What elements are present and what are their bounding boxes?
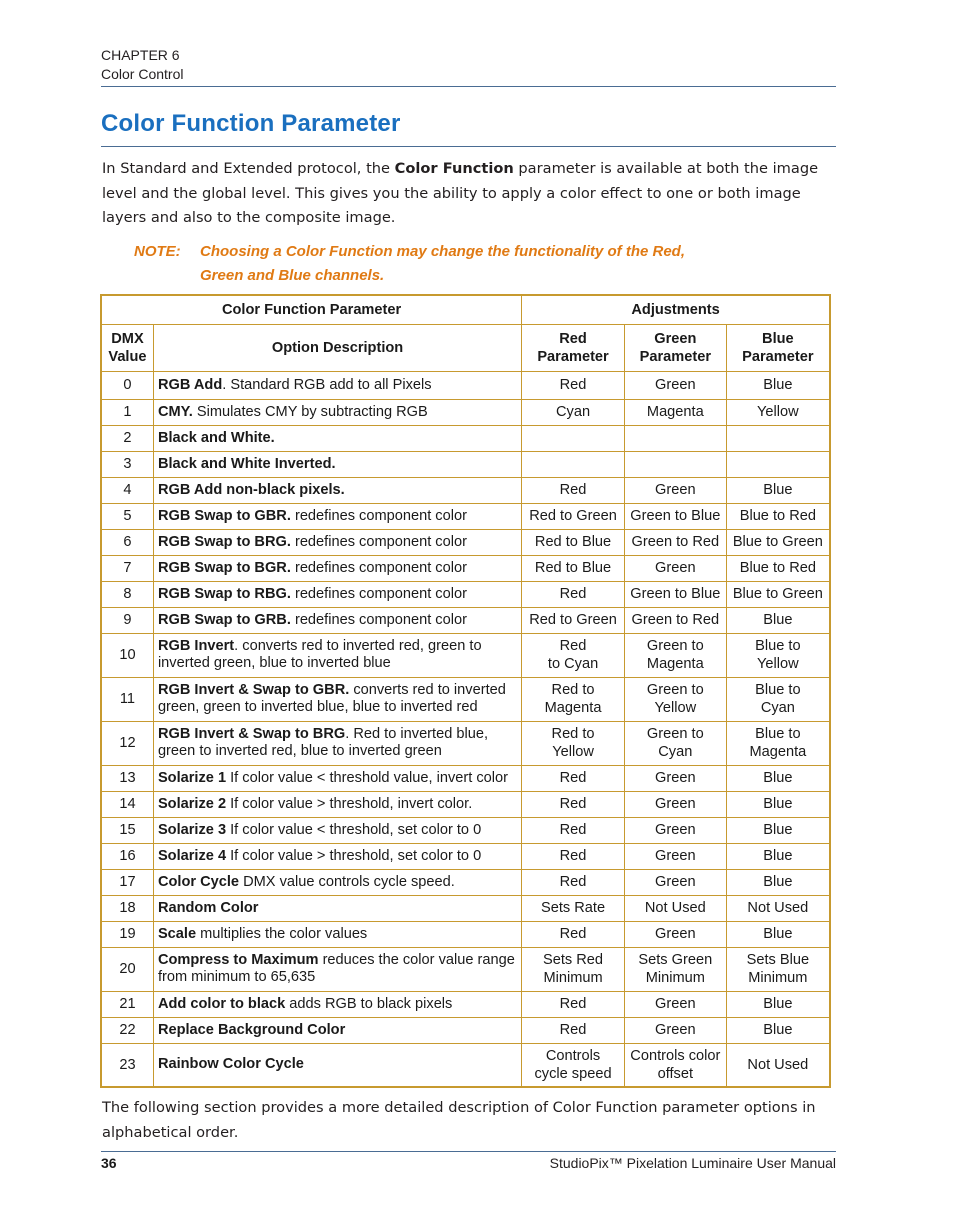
section-label: Color Control xyxy=(101,66,184,82)
blue-parameter-cell: Blue xyxy=(726,607,830,633)
option-detail: multiplies the color values xyxy=(196,925,368,942)
blue-parameter-cell: Yellow xyxy=(726,399,830,425)
option-description-cell xyxy=(153,399,521,425)
table-row xyxy=(101,1017,830,1043)
option-description-cell xyxy=(153,843,521,869)
table-row xyxy=(101,503,830,529)
option-description-cell xyxy=(153,633,521,677)
green-parameter-cell: Green to Cyan xyxy=(624,721,726,765)
header-adjustments: Adjustments xyxy=(522,295,830,324)
dmx-value-cell: 20 xyxy=(101,947,153,991)
blue-parameter-cell: Blue to Red xyxy=(726,555,830,581)
red-parameter-cell: Red xyxy=(522,581,625,607)
blue-parameter-cell: Not Used xyxy=(726,895,830,921)
dmx-value-cell: 15 xyxy=(101,817,153,843)
col-red-parameter: Red Parameter xyxy=(522,324,625,371)
dmx-value-cell: 22 xyxy=(101,1017,153,1043)
blue-parameter-cell: Not Used xyxy=(726,1043,830,1087)
option-description-cell xyxy=(153,677,521,721)
option-description-cell xyxy=(153,607,521,633)
option-detail: Simulates CMY by subtracting RGB xyxy=(192,403,428,420)
option-description-cell xyxy=(153,791,521,817)
option-description-cell xyxy=(153,765,521,791)
green-parameter-cell: Green xyxy=(624,1017,726,1043)
option-description-cell xyxy=(153,721,521,765)
dmx-value-cell: 19 xyxy=(101,921,153,947)
option-detail: redefines component color xyxy=(290,507,467,524)
dmx-value-cell: 14 xyxy=(101,791,153,817)
option-description-cell xyxy=(153,991,521,1017)
option-description-cell xyxy=(153,581,521,607)
red-parameter-cell: Red xyxy=(522,817,625,843)
option-detail: DMX value controls cycle speed. xyxy=(239,873,455,890)
option-detail: . converts red to inverted red, green to inverted green, blue to inverted blue xyxy=(157,638,482,671)
manual-title: StudioPix™ Pixelation Luminaire User Manual xyxy=(549,1155,836,1171)
green-parameter-cell: Green xyxy=(624,817,726,843)
blue-parameter-cell: Blue xyxy=(726,921,830,947)
intro-paragraph xyxy=(102,157,837,231)
option-name: Solarize 2 xyxy=(157,795,227,812)
option-description-cell xyxy=(153,921,521,947)
color-function-table xyxy=(100,294,831,1088)
blue-parameter-cell: Blue xyxy=(726,765,830,791)
green-parameter-cell: Green to Yellow xyxy=(624,677,726,721)
col-blue-parameter: Blue Parameter xyxy=(726,324,830,371)
option-name: Color Cycle xyxy=(157,873,240,890)
title-divider xyxy=(101,146,836,147)
table-row xyxy=(101,991,830,1017)
option-detail: If color value < threshold value, invert color xyxy=(226,769,508,786)
green-parameter-cell: Controls color offset xyxy=(624,1043,726,1087)
dmx-value-cell: 13 xyxy=(101,765,153,791)
red-parameter-cell xyxy=(522,451,625,477)
chapter-label: CHAPTER 6 xyxy=(101,47,180,63)
table-row xyxy=(101,581,830,607)
table-row xyxy=(101,371,830,399)
blue-parameter-cell: Blue xyxy=(726,843,830,869)
blue-parameter-cell xyxy=(726,451,830,477)
red-parameter-cell: Red to Magenta xyxy=(522,677,625,721)
dmx-value-cell: 8 xyxy=(101,581,153,607)
option-description-cell xyxy=(153,371,521,399)
red-parameter-cell: Red xyxy=(522,765,625,791)
option-name: RGB Swap to BGR. xyxy=(157,559,291,576)
option-name: Solarize 4 xyxy=(157,847,227,864)
blue-parameter-cell xyxy=(726,425,830,451)
option-description-cell xyxy=(153,555,521,581)
dmx-value-cell: 7 xyxy=(101,555,153,581)
header-color-function-parameter: Color Function Parameter xyxy=(101,295,522,324)
option-description-cell xyxy=(153,529,521,555)
green-parameter-cell: Green xyxy=(624,869,726,895)
table-row xyxy=(101,921,830,947)
option-name: Random Color xyxy=(157,899,259,916)
dmx-value-cell: 2 xyxy=(101,425,153,451)
option-detail: If color value > threshold, set color to 0 xyxy=(226,847,482,864)
green-parameter-cell: Green xyxy=(624,371,726,399)
blue-parameter-cell: Blue xyxy=(726,371,830,399)
table-row xyxy=(101,477,830,503)
table-row xyxy=(101,555,830,581)
table-row xyxy=(101,529,830,555)
col-option-description: Option Description xyxy=(153,324,521,371)
option-name: Solarize 3 xyxy=(157,821,227,838)
green-parameter-cell: Green xyxy=(624,765,726,791)
table-row xyxy=(101,791,830,817)
blue-parameter-cell: Blue to Cyan xyxy=(726,677,830,721)
dmx-value-cell: 6 xyxy=(101,529,153,555)
intro-bold-term: Color Function xyxy=(394,160,514,177)
red-parameter-cell: Sets Red Minimum xyxy=(522,947,625,991)
green-parameter-cell: Sets Green Minimum xyxy=(624,947,726,991)
blue-parameter-cell: Blue to Green xyxy=(726,529,830,555)
intro-text-end: parameter is available at both the image level and the global level. This gives you the ability to apply a color effect to one or both image layers and also to the composite image. xyxy=(102,160,819,226)
option-name: Rainbow Color Cycle xyxy=(157,1056,304,1073)
blue-parameter-cell: Blue to Red xyxy=(726,503,830,529)
dmx-value-cell: 12 xyxy=(101,721,153,765)
option-detail: redefines component color xyxy=(290,611,467,628)
dmx-value-cell: 16 xyxy=(101,843,153,869)
option-name: Black and White Inverted. xyxy=(157,455,336,472)
green-parameter-cell: Green xyxy=(624,477,726,503)
green-parameter-cell xyxy=(624,425,726,451)
table-row xyxy=(101,895,830,921)
dmx-value-cell: 23 xyxy=(101,1043,153,1087)
red-parameter-cell: Red to Blue xyxy=(522,555,625,581)
red-parameter-cell: Red xyxy=(522,477,625,503)
option-name: RGB Invert xyxy=(157,638,235,654)
option-name: RGB Swap to RBG. xyxy=(157,585,291,602)
option-detail: adds RGB to black pixels xyxy=(285,995,453,1012)
table-row xyxy=(101,843,830,869)
table-row xyxy=(101,721,830,765)
blue-parameter-cell: Blue xyxy=(726,1017,830,1043)
option-name: RGB Add non-black pixels. xyxy=(157,481,345,498)
dmx-value-cell: 0 xyxy=(101,371,153,399)
blue-parameter-cell: Sets Blue Minimum xyxy=(726,947,830,991)
option-detail: redefines component color xyxy=(290,559,467,576)
option-detail: redefines component color xyxy=(290,585,467,602)
col-dmx-value: DMX Value xyxy=(101,324,153,371)
red-parameter-cell: Red xyxy=(522,1017,625,1043)
option-name: RGB Invert & Swap to BRG xyxy=(157,726,346,742)
green-parameter-cell: Green to Red xyxy=(624,529,726,555)
table-row xyxy=(101,869,830,895)
dmx-value-cell: 17 xyxy=(101,869,153,895)
table-row xyxy=(101,633,830,677)
option-description-cell xyxy=(153,947,521,991)
red-parameter-cell: Red xyxy=(522,843,625,869)
option-name: CMY. xyxy=(157,403,193,420)
option-name: RGB Swap to GBR. xyxy=(157,507,291,524)
dmx-value-cell: 11 xyxy=(101,677,153,721)
option-description-cell xyxy=(153,425,521,451)
red-parameter-cell: Red xyxy=(522,921,625,947)
header-divider xyxy=(101,86,836,87)
red-parameter-cell: Red xyxy=(522,791,625,817)
blue-parameter-cell: Blue to Magenta xyxy=(726,721,830,765)
page-title: Color Function Parameter xyxy=(101,110,401,137)
note-line-1: Choosing a Color Function may change the functionality of the Red, xyxy=(200,243,686,260)
option-name: RGB Add xyxy=(157,376,223,393)
option-description-cell xyxy=(153,817,521,843)
green-parameter-cell: Green xyxy=(624,843,726,869)
dmx-value-cell: 1 xyxy=(101,399,153,425)
option-name: Compress to Maximum xyxy=(157,952,319,968)
option-name: RGB Swap to GRB. xyxy=(157,611,291,628)
blue-parameter-cell: Blue xyxy=(726,991,830,1017)
table-row xyxy=(101,607,830,633)
option-name: RGB Invert & Swap to GBR. xyxy=(157,682,350,698)
red-parameter-cell: Red to Blue xyxy=(522,529,625,555)
green-parameter-cell: Green to Magenta xyxy=(624,633,726,677)
intro-text-start: In Standard and Extended protocol, the xyxy=(102,160,395,177)
blue-parameter-cell: Blue to Yellow xyxy=(726,633,830,677)
blue-parameter-cell: Blue to Green xyxy=(726,581,830,607)
red-parameter-cell: Controls cycle speed xyxy=(522,1043,625,1087)
green-parameter-cell: Green xyxy=(624,921,726,947)
dmx-value-cell: 21 xyxy=(101,991,153,1017)
table-row xyxy=(101,765,830,791)
green-parameter-cell: Green xyxy=(624,555,726,581)
option-name: Add color to black xyxy=(157,995,286,1012)
option-name: Black and White. xyxy=(157,429,275,446)
chapter-header xyxy=(101,46,183,84)
dmx-value-cell: 10 xyxy=(101,633,153,677)
green-parameter-cell xyxy=(624,451,726,477)
option-detail: converts red to inverted green, green to inverted blue, blue to inverted red xyxy=(157,682,506,715)
dmx-value-cell: 3 xyxy=(101,451,153,477)
option-description-cell xyxy=(153,895,521,921)
green-parameter-cell: Green xyxy=(624,991,726,1017)
table-row xyxy=(101,399,830,425)
option-detail: If color value < threshold, set color to 0 xyxy=(226,821,482,838)
option-name: Solarize 1 xyxy=(157,769,227,786)
blue-parameter-cell: Blue xyxy=(726,817,830,843)
green-parameter-cell: Not Used xyxy=(624,895,726,921)
note-line-2: Green and Blue channels. xyxy=(200,266,385,284)
option-description-cell xyxy=(153,1017,521,1043)
red-parameter-cell: Cyan xyxy=(522,399,625,425)
dmx-value-cell: 18 xyxy=(101,895,153,921)
blue-parameter-cell: Blue xyxy=(726,477,830,503)
blue-parameter-cell: Blue xyxy=(726,869,830,895)
option-description-cell xyxy=(153,869,521,895)
option-name: Replace Background Color xyxy=(157,1021,346,1038)
dmx-value-cell: 9 xyxy=(101,607,153,633)
table-row xyxy=(101,425,830,451)
red-parameter-cell xyxy=(522,425,625,451)
option-description-cell xyxy=(153,503,521,529)
blue-parameter-cell: Blue xyxy=(726,791,830,817)
green-parameter-cell: Green to Blue xyxy=(624,503,726,529)
red-parameter-cell: Red to Cyan xyxy=(522,633,625,677)
option-detail: redefines component color xyxy=(290,533,467,550)
dmx-value-cell: 4 xyxy=(101,477,153,503)
green-parameter-cell: Magenta xyxy=(624,399,726,425)
green-parameter-cell: Green to Red xyxy=(624,607,726,633)
option-detail: . Standard RGB add to all Pixels xyxy=(222,376,432,393)
option-description-cell xyxy=(153,451,521,477)
red-parameter-cell: Red xyxy=(522,991,625,1017)
option-detail: reduces the color value range from minimum to 65,635 xyxy=(157,952,515,985)
outro-paragraph: The following section provides a more detailed description of Color Function parameter options in alphabetical order. xyxy=(102,1099,816,1141)
table-row xyxy=(101,677,830,721)
table-row xyxy=(101,451,830,477)
dmx-value-cell: 5 xyxy=(101,503,153,529)
option-description-cell xyxy=(153,1043,521,1087)
option-name: RGB Swap to BRG. xyxy=(157,533,291,550)
col-green-parameter: Green Parameter xyxy=(624,324,726,371)
red-parameter-cell: Sets Rate xyxy=(522,895,625,921)
green-parameter-cell: Green xyxy=(624,791,726,817)
option-detail: . Red to inverted blue, green to inverted red, blue to inverted green xyxy=(157,726,489,759)
note-label: NOTE: xyxy=(134,243,181,260)
red-parameter-cell: Red xyxy=(522,371,625,399)
red-parameter-cell: Red xyxy=(522,869,625,895)
note-callout xyxy=(134,240,685,287)
option-detail: If color value > threshold, invert color. xyxy=(226,795,473,812)
footer-divider xyxy=(101,1151,836,1152)
table-row xyxy=(101,947,830,991)
red-parameter-cell: Red to Green xyxy=(522,503,625,529)
green-parameter-cell: Green to Blue xyxy=(624,581,726,607)
option-name: Scale xyxy=(157,925,197,942)
table-row xyxy=(101,1043,830,1087)
red-parameter-cell: Red to Green xyxy=(522,607,625,633)
red-parameter-cell: Red to Yellow xyxy=(522,721,625,765)
page-number: 36 xyxy=(101,1155,117,1171)
option-description-cell xyxy=(153,477,521,503)
table-row xyxy=(101,817,830,843)
